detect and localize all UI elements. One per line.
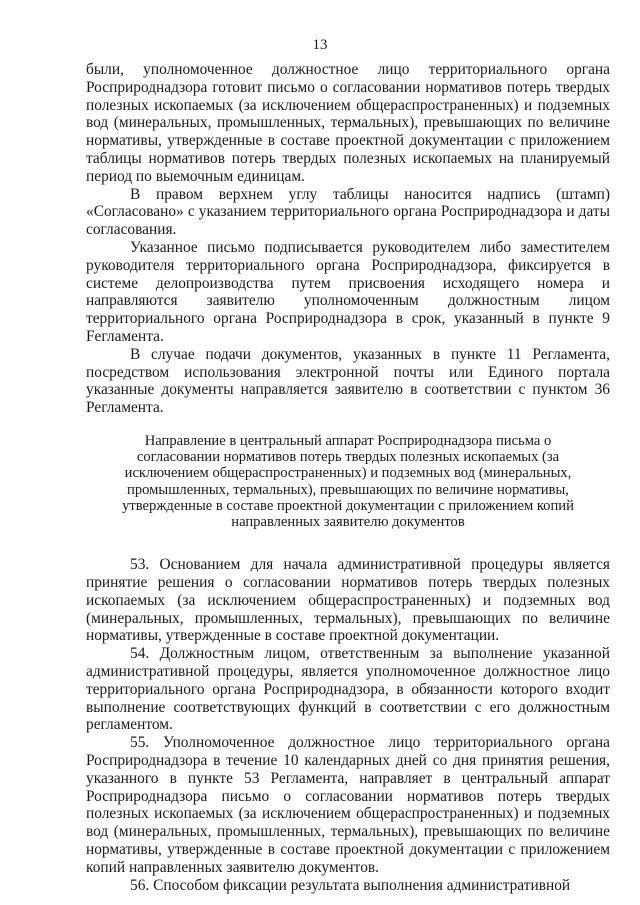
paragraph-electronic-submission: В случае подачи документов, указанных в пункте 11 Регламента, посредством использования электронной почты или Единого портала указанные документы направляется заявителю в соответствии с пунктом 36 Регламента.: [86, 345, 610, 417]
paragraph-55: 55. Уполномоченное должностное лицо территориального органа Росприроднадзора в течение 10 календарных дней со дня принятия решения, указанного в пункте 53 Регламента, направляет в центральный аппарат Росприроднадзора письмо о согласовании нормативов потерь твердых полезных ископаемых (за исключением общераспространенных) и подземных вод (минеральных, промышленных, термальных), превышающих по величине нормативы, утвержденные в составе проектной документации с приложением копий направленных заявителю документов.: [86, 734, 610, 876]
paragraph-53: 53. Основанием для начала административной процедуры является принятие решения о согласовании нормативов потерь твердых полезных ископаемых (за исключением общераспространенных) и подземных вод (минеральных, промышленных, термальных), превышающих по величине нормативы, утвержденные в составе проектной документации.: [86, 556, 610, 645]
paragraph-continuation: были, уполномоченное должностное лицо территориального органа Росприроднадзора готовит письмо о согласовании нормативов потерь твердых полезных ископаемых (за исключением общераспространенных) и подземных вод (минеральных, промышленных, термальных), превышающих по величине нормативы, утвержденные в составе проектной документации с приложением таблицы нормативов потерь твердых полезных ископаемых на планируемый период по выемочным единицам.: [86, 61, 610, 185]
document-body: [86, 61, 610, 894]
paragraph-stamp-note: В правом верхнем углу таблицы наносится надпись (штамп) «Согласовано» с указанием территориального органа Росприроднадзора и даты согласования.: [86, 185, 610, 239]
paragraph-56: 56. Способом фиксации результата выполнения административной: [130, 876, 571, 894]
section-heading: Направление в центральный аппарат Росприроднадзора письма о согласовании нормативов потерь твердых полезных ископаемых (за исключением общераспространенных) и подземных вод (минеральных, промышленных, термальных), превышающих по величине нормативы, утвержденные в составе проектной документации с приложением копий направленных заявителю документов: [122, 432, 574, 530]
paragraph-letter-signing: Указанное письмо подписывается руководителем либо заместителем руководителя территориального органа Росприроднадзора, фиксируется в системе делопроизводства путем присвоения исходящего номера и направляются заявителю уполномоченным должностным лицом территориального органа Росприроднадзора в срок, указанный в пункте 9 Fегламента.: [86, 238, 610, 345]
paragraph-54: 54. Должностным лицом, ответственным за выполнение указанной административной процедуры, является уполномоченное должностное лицо территориального органа Росприроднадзора, в обязанности которого входит выполнение соответствующих функций в соответствии с его должностным регламентом.: [86, 645, 610, 734]
page-number: 13: [312, 37, 328, 53]
